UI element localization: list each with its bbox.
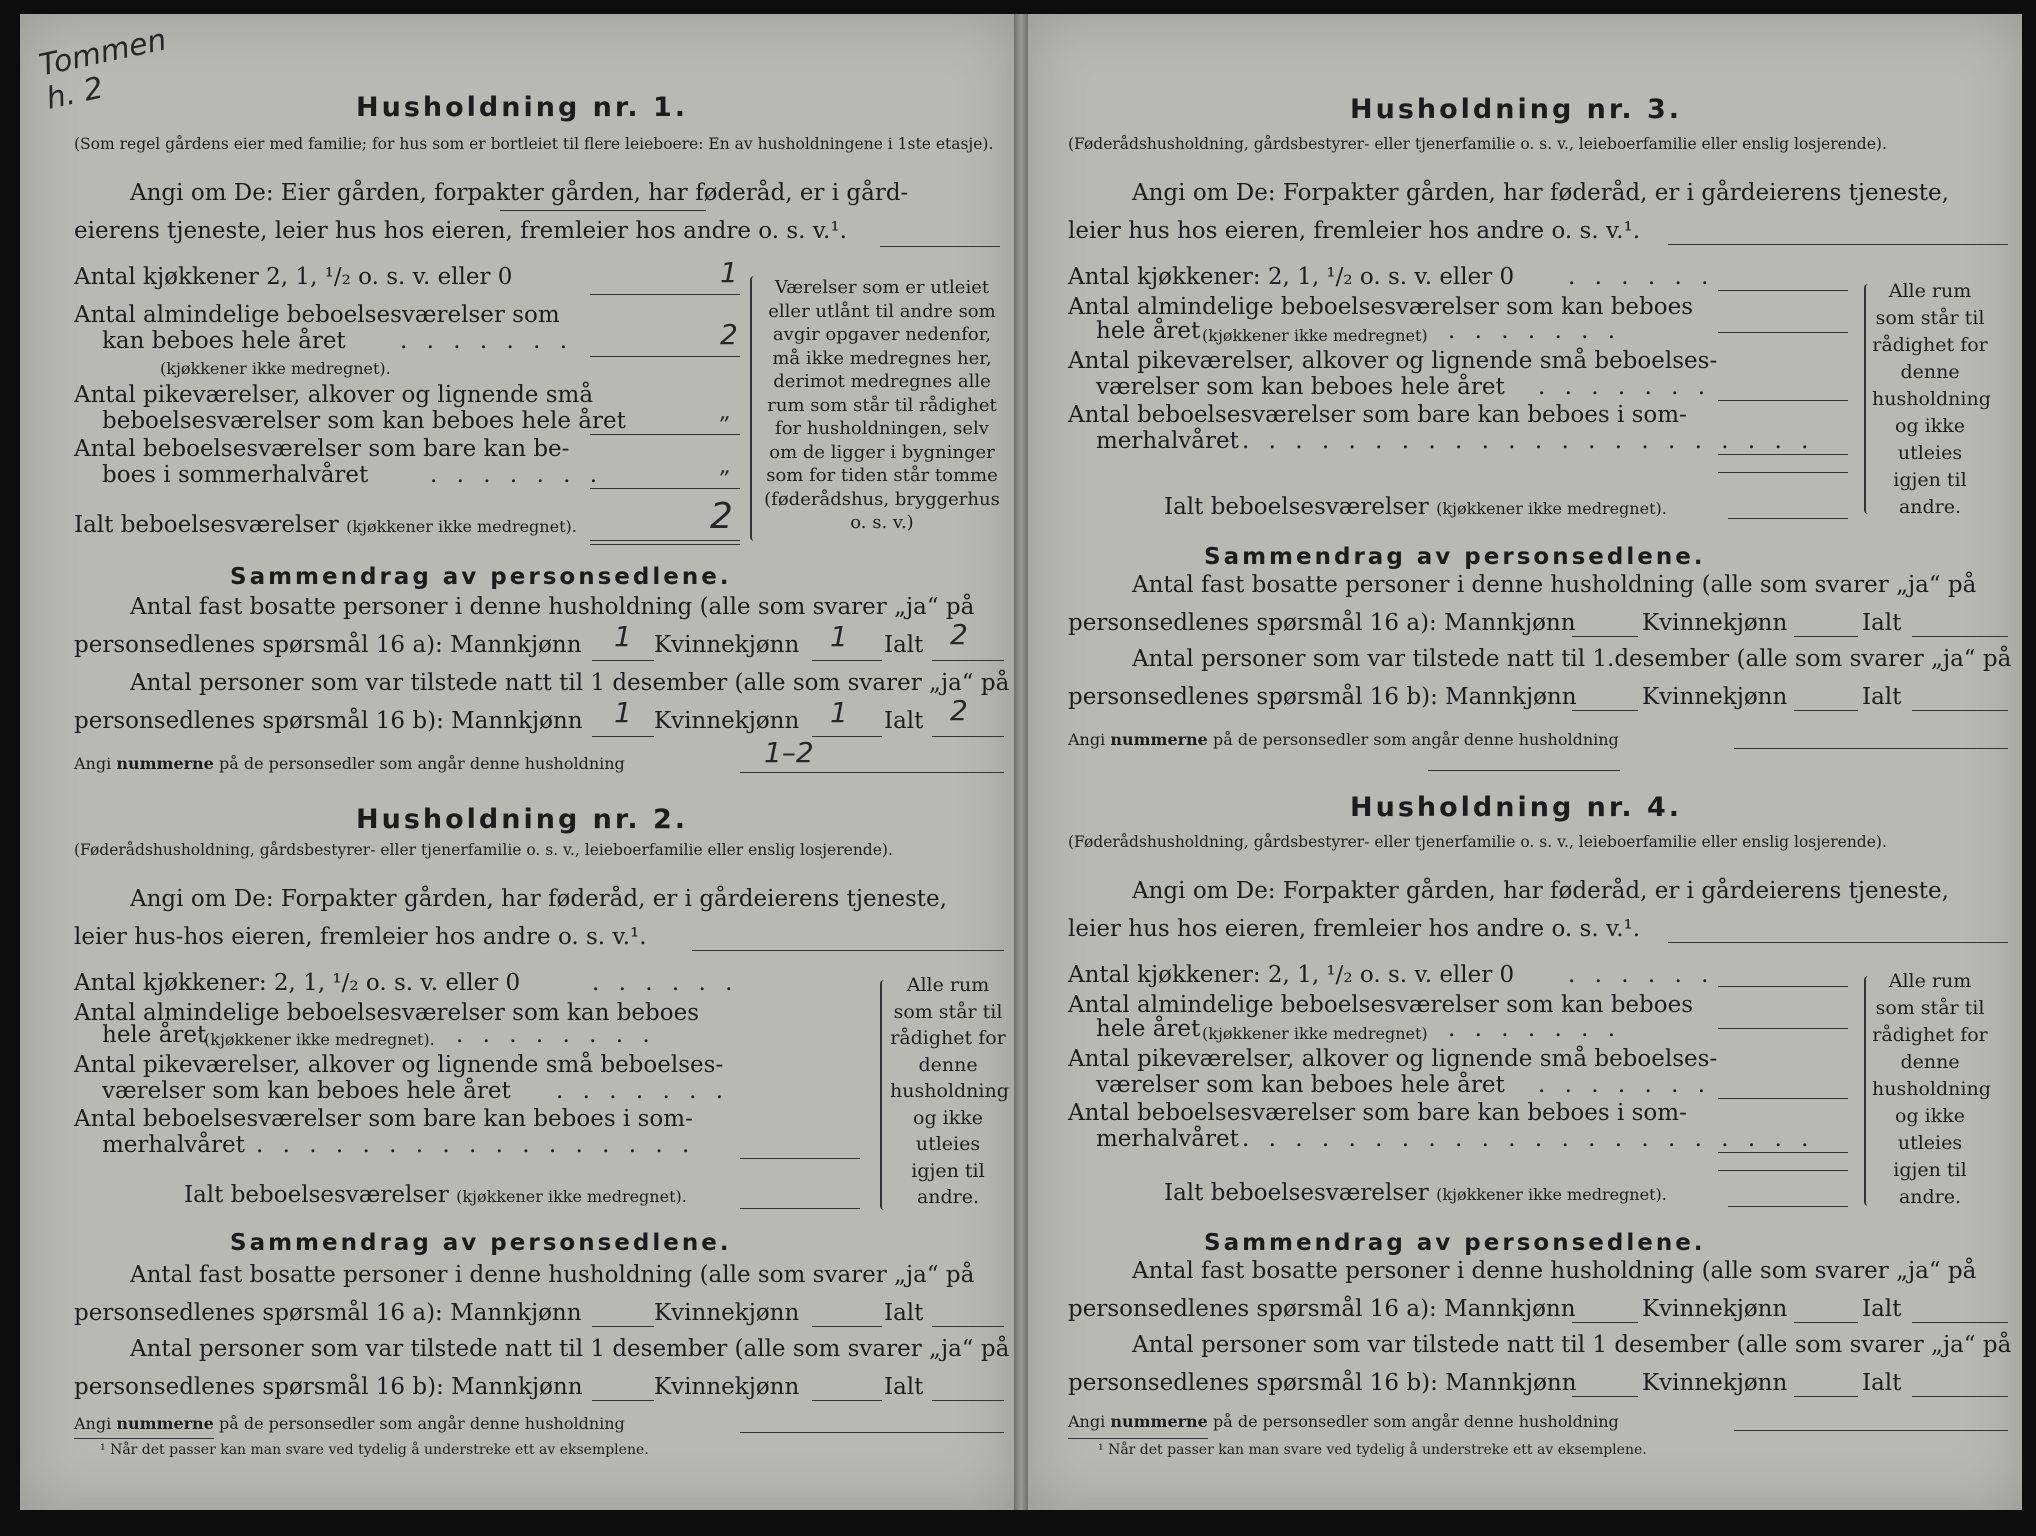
left-footnote: ¹ Når det passer kan man svare ved tydelig å understreke ett av eksemplene. [100,1442,649,1458]
household-3-summer-label-b: merhalvåret [1096,428,1239,454]
household-3-summary-a: Antal fast bosatte personer i denne husholdning (alle som svarer „ja“ på [1132,572,1977,598]
household-4-numbers-label: på de personsedler som angår denne husholdning [1212,1412,1619,1431]
household-2-summary-a: Antal fast bosatte personer i denne husholdning (alle som svarer „ja“ på [130,1262,975,1288]
household-1-note: (Som regel gårdens eier med familie; for hus som er bortleiet til flere leieboere: En av husholdningene i 1ste etasje). [74,135,994,153]
household-1-numbers-label: på de personsedler som angår denne husholdning [218,754,625,773]
household-3-16b-female-label: Kvinnekjønn [1642,684,1788,710]
household-2-small-rooms-label-b: værelser som kan beboes hele året [102,1078,511,1104]
household-4-rooms-label-b: hele året [1096,1016,1201,1042]
household-1-rooms-note: (kjøkkener ikke medregnet). [160,359,391,378]
household-1-16b-female-label: Kvinnekjønn [654,708,800,734]
household-4-summer-label-b: merhalvåret [1096,1126,1239,1152]
household-3-16b-label: personsedlenes spørsmål 16 b): Mannkjønn [1068,684,1577,710]
household-1-rooms-label-b: kan beboes hele året [102,328,346,354]
household-3-16a-label: personsedlenes spørsmål 16 a): Mannkjønn [1068,610,1576,636]
right-page: Husholdning nr. 3. (Føderådshusholdning, gårdsbestyrer- eller tjenerfamilie o. s. v., leieboerfamilie eller enslig losjerende). Angi om De: Forpakter gården, har føderåd, er i gårdeierens tjeneste, leier hus hos eieren, fremleier hos andre o. s. v.¹. Antal kjøkkener: 2, 1, ¹/₂ o. s. v. eller 0 . . . . . . Antal almindelige beboelsesværelser som kan beboes hele året (kjøkkener ikke medregnet) . . . . . . . Antal pikeværelser, alkover og lignende små beboelses- værelser som kan beboes hele året . . . . . . . Antal beboelsesværelser som bare kan beboes i som- merhalvåret . . . . . . . . . . . . . . . . . . . . . . Ialt beboelsesværelser (kjøkkener ikke medregnet). Alle rum som står til rådighet for denne husholdning og ikke utleies igjen til andre. Sammendrag av personsedlene. Antal fast bosatte personer i denne husholdning (alle som svarer „ja“ på personsedlenes spørsmål 16 a): Mannkjønn Kvinnekjønn Ialt Antal personer som var tilstede natt til 1.desember (alle som svarer „ja“ på personsedlenes spørsmål 16 b): Mannkjønn Kvinnekjønn Ialt Angi nummerne på de personsedler som angår denne husholdning Husholdning nr. 4. (Føderådshusholdning, gårdsbestyrer- eller tjenerfamilie o. s. v., leieboerfamilie eller enslig losjerende). Angi om De: Forpakter gården, har føderåd, er i gårdeierens tjeneste, leier hus hos eieren, fremleier hos andre o. s. v.¹. Antal kjøkkener: 2, 1, ¹/₂ o. s. v. eller 0 . . . . . . Antal almindelige beboelsesværelser som kan beboes hele året (kjøkkener ikke medregnet) . . . . . . . Antal pikeværelser, alkover og lignende små beboelses- værelser som kan beboes hele året . . . . . . . Antal beboelsesværelser som bare kan beboes i som- merhalvåret . . . . . . . . . . . . . . . . . . . . . . Ialt beboelsesværelser (kjøkkener ikke medregnet). Alle rum som står til rådighet for denne husholdning og ikke utleies igjen til andre. Sammendrag av personsedlene. Antal fast bosatte personer i denne husholdning (alle som svarer „ja“ på personsedlenes spørsmål 16 a): Mannkjønn Kvinnekjønn Ialt Antal personer som var tilstede natt til 1 desember (alle som svarer „ja“ på personsedlenes spørsmål 16 b): Mannkjønn Kvinnekjønn Ialt Angi nummerne på de personsedler som angår denne husholdning ¹ Når det passer kan man svare ved tydelig å understreke ett av eksemplene. [1028,14,2022,1510]
household-4-note: (Føderådshusholdning, gårdsbestyrer- eller tjenerfamilie o. s. v., leieboerfamilie eller enslig losjerende). [1068,833,1887,851]
household-1-kitchens-value: 1 [720,256,738,289]
household-2-rooms-label-a: Antal almindelige beboelsesværelser som kan beboes [74,1000,700,1026]
household-1-rooms-label-a: Antal almindelige beboelsesværelser som [74,302,560,328]
household-1-16b-label: personsedlenes spørsmål 16 b): Mannkjønn [74,708,583,734]
household-4-total-note: (kjøkkener ikke medregnet). [1436,1185,1667,1204]
household-1-summary-c: Antal personer som var tilstede natt til 1 desember (alle som svarer „ja“ på [130,670,1010,696]
household-1-small-rooms-label-a: Antal pikeværelser, alkover og lignende små [74,382,594,408]
household-1-total-value: 2 [710,496,733,537]
household-2-16a-female-label: Kvinnekjønn [654,1300,800,1326]
household-1-angi-line1: Angi om De: Eier gården, forpakter gården, har føderåd, er i gård- [130,180,909,206]
household-2-total-note: (kjøkkener ikke medregnet). [456,1187,687,1206]
household-4-rooms-label-a: Antal almindelige beboelsesværelser som kan beboes [1068,992,1694,1018]
household-1-summer-value: „ [720,454,732,479]
household-2-16a-label: personsedlenes spørsmål 16 a): Mannkjønn [74,1300,582,1326]
household-2-note: (Føderådshusholdning, gårdsbestyrer- eller tjenerfamilie o. s. v., leieboerfamilie eller enslig losjerende). [74,841,893,859]
household-4-16b-female-label: Kvinnekjønn [1642,1370,1788,1396]
household-1-summer-label-a: Antal beboelsesværelser som bare kan be- [74,436,570,462]
household-4-summer-label-a: Antal beboelsesværelser som bare kan beboes i som- [1068,1100,1687,1126]
household-4-kitchens-label: Antal kjøkkener: 2, 1, ¹/₂ o. s. v. eller 0 [1068,962,1515,988]
household-1-16a-male: 1 [614,620,632,653]
household-2-summary-title: Sammendrag av personsedlene. [230,1230,732,1256]
household-3-summer-label-a: Antal beboelsesværelser som bare kan beboes i som- [1068,402,1687,428]
household-2-rooms-note: (kjøkkener ikke medregnet). [204,1030,435,1049]
household-1-angi-line2: eierens tjeneste, leier hus hos eieren, fremleier hos andre o. s. v.¹. [74,218,847,244]
household-1-16a-female: 1 [830,620,848,653]
household-4-aside-note: Alle rum som står til rådighet for denne husholdning og ikke utleies igjen til andre. [1872,970,1991,1208]
household-1-total-label: Ialt beboelsesværelser [74,512,339,538]
household-4-total-label: Ialt beboelsesværelser [1164,1180,1429,1206]
household-1-kitchens-label: Antal kjøkkener 2, 1, ¹/₂ o. s. v. eller 0 [74,264,513,290]
household-2-16b-total-label: Ialt [884,1374,924,1400]
household-3-small-rooms-label-b: værelser som kan beboes hele året [1096,374,1505,400]
household-1-title: Husholdning nr. 1. [356,92,689,123]
household-2-angi-line2: leier hus-hos eieren, fremleier hos andre o. s. v.¹. [74,924,647,950]
household-2-summary-c: Antal personer som var tilstede natt til 1 desember (alle som svarer „ja“ på [130,1336,1010,1362]
book-spine [1014,14,1028,1510]
household-4-summary-c: Antal personer som var tilstede natt til 1 desember (alle som svarer „ja“ på [1132,1332,2012,1358]
household-1-summary-a: Antal fast bosatte personer i denne husholdning (alle som svarer „ja“ på [130,594,975,620]
household-4-small-rooms-label-b: værelser som kan beboes hele året [1096,1072,1505,1098]
household-2-summer-label-b: merhalvåret [102,1132,245,1158]
household-3-title: Husholdning nr. 3. [1350,94,1683,125]
household-2-angi-line1: Angi om De: Forpakter gården, har føderåd, er i gårdeierens tjeneste, [130,886,947,912]
household-4-16a-label: personsedlenes spørsmål 16 a): Mannkjønn [1068,1296,1576,1322]
household-2-16b-female-label: Kvinnekjønn [654,1374,800,1400]
household-2-kitchens-label: Antal kjøkkener: 2, 1, ¹/₂ o. s. v. eller 0 [74,970,521,996]
household-1-summer-label-b: boes i sommerhalvåret [102,462,369,488]
handwritten-corner-note: Tommen h. 2 [36,22,170,117]
household-3-small-rooms-label-a: Antal pikeværelser, alkover og lignende små beboelses- [1068,348,1718,374]
household-3-kitchens-label: Antal kjøkkener: 2, 1, ¹/₂ o. s. v. eller 0 [1068,264,1515,290]
household-2-rooms-label-b: hele året [102,1022,207,1048]
household-1-small-rooms-value: „ [720,400,732,425]
household-1-16b-total: 2 [950,694,968,727]
household-4-16a-total-label: Ialt [1862,1296,1902,1322]
left-page: Tommen h. 2 Husholdning nr. 1. (Som regel gårdens eier med familie; for hus som er bortleiet til flere leieboere: En av husholdningene i 1ste etasje). Angi om De: Eier gården, forpakter gården, har føderåd, er i gård- eierens tjeneste, leier hus hos eieren, fremleier hos andre o. s. v.¹. Antal kjøkkener 2, 1, ¹/₂ o. s. v. eller 0 1 Antal almindelige beboelsesværelser som kan beboes hele året . . . . . . . 2 (kjøkkener ikke medregnet). Antal pikeværelser, alkover og lignende små beboelsesværelser som kan beboes hele året „ Antal beboelsesværelser som bare kan be- boes i sommerhalvåret . . . . . . . „ Ialt beboelsesværelser (kjøkkener ikke medregnet). 2 Værelser som er utleiet eller utlånt til andre som avgir opgaver nedenfor, må ikke medregnes her, derimot medregnes alle rum som står til rådighet for husholdningen, selv om de ligger i bygninger som for tiden står tomme (føderådshus, bryggerhus o. s. v.) Sammendrag av personsedlene. Antal fast bosatte personer i denne husholdning (alle som svarer „ja“ på personsedlenes spørsmål 16 a): Mannkjønn 1 Kvinnekjønn 1 Ialt 2 Antal personer som var tilstede natt til 1 desember (alle som svarer „ja“ på personsedlenes spørsmål 16 b): Mannkjønn 1 Kvinnekjønn 1 Ialt 2 Angi nummerne på de personsedler som angår denne husholdning 1–2 Husholdning nr. 2. (Føderådshusholdning, gårdsbestyrer- eller tjenerfamilie o. s. v., leieboerfamilie eller enslig losjerende). Angi om De: Forpakter gården, har føderåd, er i gårdeierens tjeneste, leier hus-hos eieren, fremleier hos andre o. s. v.¹. Antal kjøkkener: 2, 1, ¹/₂ o. s. v. eller 0 . . . . . . Antal almindelige beboelsesværelser som kan beboes hele året (kjøkkener ikke medregnet). . . . . . . . . Antal pikeværelser, alkover og lignende små beboelses- værelser som kan beboes hele året . . . . . . . Antal beboelsesværelser som bare kan beboes i som- merhalvåret . . . . . . . . . . . . . . . . . Ialt beboelsesværelser (kjøkkener ikke medregnet). Alle rum som står til rådighet for denne husholdning og ikke utleies igjen til andre. Sammendrag av personsedlene. Antal fast bosatte personer i denne husholdning (alle som svarer „ja“ på personsedlenes spørsmål 16 a): Mannkjønn Kvinnekjønn Ialt Antal personer som var tilstede natt til 1 desember (alle som svarer „ja“ på personsedlenes spørsmål 16 b): Mannkjønn Kvinnekjønn Ialt Angi nummerne på de personsedler som angår denne husholdning ¹ Når det passer kan man svare ved tydelig å understreke ett av eksemplene. [20,14,1014,1510]
household-3-angi-line2: leier hus hos eieren, fremleier hos andre o. s. v.¹. [1068,218,1641,244]
household-1-small-rooms-label-b: beboelsesværelser som kan beboes hele året [102,408,626,434]
household-1-16a-label: personsedlenes spørsmål 16 a): Mannkjønn [74,632,582,658]
household-4-angi-line1: Angi om De: Forpakter gården, har føderåd, er i gårdeierens tjeneste, [1132,878,1949,904]
household-3-rooms-label-b: hele året [1096,318,1201,344]
household-4-small-rooms-label-a: Antal pikeværelser, alkover og lignende små beboelses- [1068,1046,1718,1072]
household-3-16a-total-label: Ialt [1862,610,1902,636]
household-3-rooms-note: (kjøkkener ikke medregnet) [1202,326,1428,345]
household-2-total-label: Ialt beboelsesværelser [184,1182,449,1208]
household-1-16a-female-label: Kvinnekjønn [654,632,800,658]
household-4-16a-female-label: Kvinnekjønn [1642,1296,1788,1322]
household-3-summary-c: Antal personer som var tilstede natt til 1.desember (alle som svarer „ja“ på [1132,646,2012,672]
household-3-summary-title: Sammendrag av personsedlene. [1204,544,1706,570]
household-2-small-rooms-label-a: Antal pikeværelser, alkover og lignende små beboelses- [74,1052,724,1078]
household-2-16a-total-label: Ialt [884,1300,924,1326]
household-1-summary-title: Sammendrag av personsedlene. [230,564,732,590]
household-3-note: (Føderådshusholdning, gårdsbestyrer- eller tjenerfamilie o. s. v., leieboerfamilie eller enslig losjerende). [1068,135,1887,153]
household-1-16b-female: 1 [830,696,848,729]
household-2-aside-note: Alle rum som står til rådighet for denne husholdning og ikke utleies igjen til andre. [890,974,1009,1208]
household-4-summary-a: Antal fast bosatte personer i denne husholdning (alle som svarer „ja“ på [1132,1258,1977,1284]
household-2-title: Husholdning nr. 2. [356,804,689,835]
household-4-title: Husholdning nr. 4. [1350,792,1683,823]
household-3-aside-note: Alle rum som står til rådighet for denne husholdning og ikke utleies igjen til andre. [1872,280,1991,518]
household-2-summer-label-a: Antal beboelsesværelser som bare kan beboes i som- [74,1106,693,1132]
household-3-angi-line1: Angi om De: Forpakter gården, har føderåd, er i gårdeierens tjeneste, [1132,180,1949,206]
household-4-angi-line2: leier hus hos eieren, fremleier hos andre o. s. v.¹. [1068,916,1641,942]
household-1-16a-total-label: Ialt [884,632,924,658]
household-1-total-note: (kjøkkener ikke medregnet). [346,517,577,536]
household-3-total-note: (kjøkkener ikke medregnet). [1436,499,1667,518]
household-3-16a-female-label: Kvinnekjønn [1642,610,1788,636]
household-1-numbers-value: 1–2 [764,736,814,769]
household-4-16b-total-label: Ialt [1862,1370,1902,1396]
household-2-16b-label: personsedlenes spørsmål 16 b): Mannkjønn [74,1374,583,1400]
household-1-16b-total-label: Ialt [884,708,924,734]
right-footnote: ¹ Når det passer kan man svare ved tydelig å understreke ett av eksemplene. [1098,1442,1647,1458]
household-1-rooms-value: 2 [720,318,738,351]
household-3-rooms-label-a: Antal almindelige beboelsesværelser som kan beboes [1068,294,1694,320]
household-1-16a-total: 2 [950,618,968,651]
household-4-16b-label: personsedlenes spørsmål 16 b): Mannkjønn [1068,1370,1577,1396]
household-1-16b-male: 1 [614,696,632,729]
household-3-numbers-label: på de personsedler som angår denne husholdning [1212,730,1619,749]
household-3-16b-total-label: Ialt [1862,684,1902,710]
household-2-numbers-label: på de personsedler som angår denne husholdning [218,1414,625,1433]
household-4-rooms-note: (kjøkkener ikke medregnet) [1202,1024,1428,1043]
household-3-total-label: Ialt beboelsesværelser [1164,494,1429,520]
household-1-aside-note: Værelser som er utleiet eller utlånt til andre som avgir opgaver nedenfor, må ikke medregnes her, derimot medregnes alle rum som står til rådighet for husholdningen, selv om de ligger i bygninger som for tiden står tomme (føderådshus, bryggerhus o. s. v.) [764,277,1000,533]
household-4-summary-title: Sammendrag av personsedlene. [1204,1230,1706,1256]
